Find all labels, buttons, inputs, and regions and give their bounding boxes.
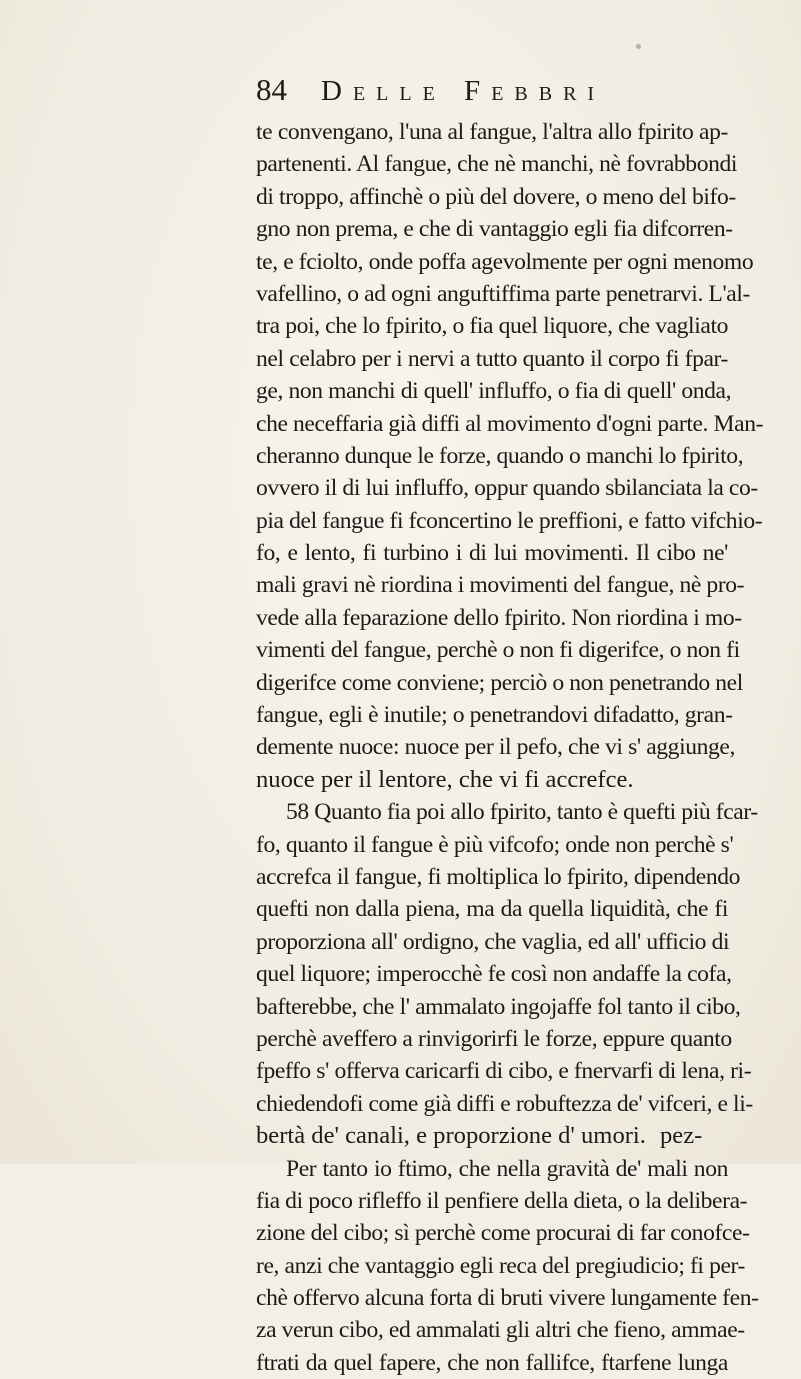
text-line: tra poi, che lo fpirito, o fia quel liquore, che vagliato (256, 313, 728, 340)
text-line: partenenti. Al fangue, che nè manchi, nè fovrabbondi (256, 151, 738, 178)
text-line: bertà de' canali, e proporzione d' umori. (256, 1122, 646, 1150)
text-line: fia di poco rifleffo il penfiere della dieta, o la delibera- (256, 1187, 748, 1214)
text-line: te convengano, l'una al fangue, l'altra allo fpirito ap- (256, 119, 728, 145)
running-title: Delle Febbri (321, 75, 606, 107)
catchword: pez- (660, 1122, 703, 1149)
text-line: digerifce come conviene; perciò o non penetrando nel (256, 669, 743, 696)
text-line: fpeffo s' offerva caricarfi di cibo, e fnervarfi di lena, ri- (256, 1058, 752, 1085)
page-number: 84 (256, 72, 287, 107)
text-line: demente nuoce: nuoce per il pefo, che vi s' aggiunge, (256, 734, 735, 761)
text-line: nuoce per il lentore, che vi fi accrefce. (256, 765, 634, 793)
text-line: accrefca il fangue, fi moltiplica lo fpirito, dipendendo (256, 863, 741, 890)
text-line: vafellino, o ad ogni anguftiffima parte penetrarvi. L'al- (256, 280, 750, 307)
text-line: che neceffaria già diffi al movimento d'ogni parte. Man- (256, 410, 764, 437)
text-line: te, e fciolto, onde poffa agevolmente per ogni menomo (256, 248, 754, 275)
text-line: gno non prema, e che di vantaggio egli fia difcorren- (256, 216, 733, 243)
text-line: zione del cibo; sì perchè come procurai di far conofce- (256, 1220, 750, 1247)
page-header (256, 72, 726, 112)
text-line: proporziona all' ordigno, che vaglia, ed all' ufficio di (256, 928, 730, 955)
text-line: bafterebbe, che l' ammalato ingojaffe fol tanto il cibo, (256, 993, 741, 1020)
text-line: chè offervo alcuna forta di bruti vivere lungamente fen- (256, 1285, 759, 1312)
text-line: za verun cibo, ed ammalati gli altri che fieno, ammae- (256, 1317, 745, 1344)
text-line: quefti non dalla piena, ma da quella liquidità, che fi (256, 896, 728, 923)
text-line: nel celabro per i nervi a tutto quanto il corpo fi fpar- (256, 345, 728, 372)
paper-spot (636, 44, 641, 49)
text-line: re, anzi che vantaggio egli reca del pregiudicio; fi per- (256, 1252, 745, 1279)
text-line: pia del fangue fi fconcertino le preffioni, e fatto vifchio- (256, 507, 763, 534)
text-line: mali gravi nè riordina i movimenti del fangue, nè pro- (256, 572, 745, 599)
text-line: di troppo, affinchè o più del dovere, o meno del bifo- (256, 183, 736, 210)
text-line: ovvero il di lui influffo, oppur quando sbilanciata la co- (256, 475, 758, 502)
text-line: perchè aveffero a rinvigorirfi le forze, eppure quanto (256, 1025, 732, 1052)
text-line: quel liquore; imperocchè fe così non andaffe la cofa, (256, 961, 732, 988)
text-line: vimenti del fangue, perchè o non fi digerifce, o non fi (256, 637, 740, 664)
text-line: fangue, egli è inutile; o penetrandovi difadatto, gran- (256, 702, 733, 729)
text-line: 58 Quanto fia poi allo fpirito, tanto è quefti più fcar- (286, 799, 758, 826)
text-line: vede alla feparazione dello fpirito. Non riordina i mo- (256, 604, 742, 631)
text-line: ftrati da quel fapere, che non fallifce, ftarfene lunga (256, 1349, 728, 1376)
text-line: cheranno dunque le forze, quando o manchi lo fpirito, (256, 442, 744, 469)
text-line: chiedendofi come già diffi e robuftezza de' vifceri, e li- (256, 1090, 753, 1117)
text-line: fo, quanto il fangue è più vifcofo; onde non perchè s' (256, 831, 734, 858)
text-line: Per tanto io ftimo, che nella gravità de' mali non (286, 1155, 728, 1182)
text-line: fo, e lento, fi turbino i di lui movimenti. Il cibo ne' (256, 540, 728, 567)
body-text (256, 116, 764, 1379)
text-line: ge, non manchi di quell' influffo, o fia di quell' onda, (256, 378, 732, 405)
